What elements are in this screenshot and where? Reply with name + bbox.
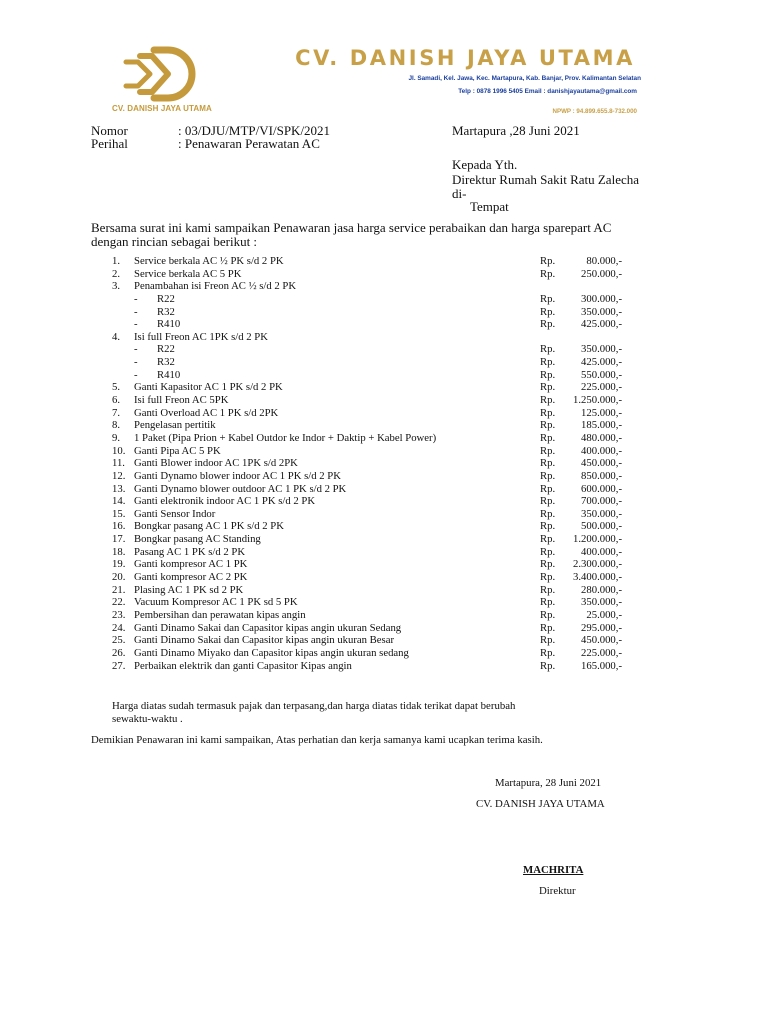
price-item xyxy=(112,596,632,609)
item-number: 3. xyxy=(112,280,121,293)
item-amount: 80.000,- xyxy=(586,255,622,267)
item-amount: 500.000,- xyxy=(581,520,622,533)
item-amount: 25.000,- xyxy=(586,608,622,621)
item-label: Perbaikan elektrik dan ganti Capasitor Kipas angin xyxy=(134,659,352,672)
item-currency: Rp. xyxy=(540,381,556,394)
item-currency: Rp. xyxy=(540,394,556,407)
item-amount: 1.200.000,- xyxy=(573,533,622,546)
price-item xyxy=(112,306,632,319)
item-number: 9. xyxy=(112,431,121,444)
item-number: 26. xyxy=(112,646,126,659)
item-currency: Rp. xyxy=(540,608,556,621)
price-item xyxy=(112,407,632,420)
sign-date: Martapura, 28 Juni 2021 xyxy=(495,777,602,789)
price-item xyxy=(112,419,632,432)
closing-text: Demikian Penawaran ini kami sampaikan, Atas perhatian dan kerja samanya kami ucapkan terima kasih. xyxy=(91,734,543,746)
item-amount: 700.000,- xyxy=(581,495,622,508)
item-amount: 400.000,- xyxy=(581,545,622,558)
nomor-value: : 03/DJU/MTP/VI/SPK/2021 xyxy=(178,123,331,138)
item-currency: Rp. xyxy=(540,646,556,659)
item-amount: 225.000,- xyxy=(581,381,622,394)
item-label: R32 xyxy=(157,356,175,369)
item-label: Pembersihan dan perawatan kipas angin xyxy=(134,608,306,621)
item-currency: Rp. xyxy=(540,634,556,647)
item-label: Plasing AC 1 PK sd 2 PK xyxy=(134,583,244,596)
letter-date: Martapura ,28 Juni 2021 xyxy=(452,123,580,138)
price-item xyxy=(112,457,632,470)
item-amount: 550.000,- xyxy=(581,368,622,381)
item-amount: 350.000,- xyxy=(581,305,622,318)
item-currency: Rp. xyxy=(540,482,556,495)
item-currency: Rp. xyxy=(540,406,556,419)
item-amount: 350.000,- xyxy=(581,507,622,520)
item-number: 15. xyxy=(112,507,126,520)
item-number: 24. xyxy=(112,621,126,634)
item-currency: Rp. xyxy=(540,583,556,596)
item-amount: 480.000,- xyxy=(581,431,622,444)
note-line-1: Harga diatas sudah termasuk pajak dan terpasang,dan harga diatas tidak terikat dapat berubah xyxy=(112,700,516,712)
sign-title: Direktur xyxy=(539,885,576,897)
price-item xyxy=(112,634,632,647)
item-number: 19. xyxy=(112,558,126,571)
item-amount: 425.000,- xyxy=(581,318,622,331)
perihal-value: : Penawaran Perawatan AC xyxy=(178,136,320,151)
item-currency: Rp. xyxy=(540,305,556,318)
item-amount: 400.000,- xyxy=(581,444,622,457)
item-label: Penambahan isi Freon AC ½ s/d 2 PK xyxy=(134,280,297,293)
company-logo xyxy=(118,44,198,104)
company-address: Jl. Samadi, Kel. Jawa, Kec. Martapura, Kab. Banjar, Prov. Kalimantan Selatan xyxy=(408,75,641,82)
item-amount: 425.000,- xyxy=(581,356,622,369)
item-label: Ganti Pipa AC 5 PK xyxy=(134,444,221,457)
item-currency: Rp. xyxy=(540,507,556,520)
item-currency: Rp. xyxy=(540,255,556,267)
price-item xyxy=(112,571,632,584)
price-item xyxy=(112,343,632,356)
price-item xyxy=(112,660,632,673)
item-label: R22 xyxy=(157,343,175,356)
item-label: Bongkar pasang AC 1 PK s/d 2 PK xyxy=(134,520,284,533)
item-number: 22. xyxy=(112,596,126,609)
item-label: Ganti Sensor Indor xyxy=(134,507,216,520)
item-number: 8. xyxy=(112,419,121,432)
price-list xyxy=(112,255,632,672)
item-currency: Rp. xyxy=(540,596,556,609)
item-label: Ganti kompresor AC 2 PK xyxy=(134,571,248,584)
item-currency: Rp. xyxy=(540,533,556,546)
item-number: 5. xyxy=(112,381,121,394)
item-currency: Rp. xyxy=(540,469,556,482)
price-item xyxy=(112,470,632,483)
item-currency: Rp. xyxy=(540,356,556,369)
item-label: Bongkar pasang AC Standing xyxy=(134,533,261,546)
item-label: Ganti elektronik indoor AC 1 PK s/d 2 PK xyxy=(134,495,316,508)
item-amount: 3.400.000,- xyxy=(573,571,622,584)
item-currency: Rp. xyxy=(540,571,556,584)
item-number: 2. xyxy=(112,267,121,280)
item-currency: Rp. xyxy=(540,444,556,457)
item-amount: 1.250.000,- xyxy=(573,394,622,407)
item-amount: 300.000,- xyxy=(581,292,622,305)
item-number: 7. xyxy=(112,406,121,419)
recipient-greeting: Kepada Yth. xyxy=(452,157,518,172)
intro-line-1: Bersama surat ini kami sampaikan Penawaran jasa harga service perabaikan dan harga sparepart AC xyxy=(91,220,612,235)
price-item xyxy=(112,356,632,369)
item-label: Pengelasan pertitik xyxy=(134,419,216,432)
price-item xyxy=(112,381,632,394)
item-number: 6. xyxy=(112,394,121,407)
logo-caption: CV. DANISH JAYA UTAMA xyxy=(112,104,212,113)
sign-name: MACHRITA xyxy=(523,864,584,876)
price-item xyxy=(112,280,632,293)
item-label: Service berkala AC 5 PK xyxy=(134,267,242,280)
company-name: CV. DANISH JAYA UTAMA xyxy=(295,46,635,70)
item-label: 1 Paket (Pipa Prion + Kabel Outdor ke Indor + Daktip + Kabel Power) xyxy=(134,431,437,444)
item-label: R22 xyxy=(157,292,175,305)
price-item xyxy=(112,394,632,407)
item-number: - xyxy=(134,318,138,331)
item-label: Ganti Kapasitor AC 1 PK s/d 2 PK xyxy=(134,381,283,394)
item-amount: 165.000,- xyxy=(581,659,622,672)
item-number: 14. xyxy=(112,495,126,508)
item-currency: Rp. xyxy=(540,520,556,533)
item-label: R410 xyxy=(157,368,181,381)
item-label: Ganti Dinamo Miyako dan Capasitor kipas angin ukuran sedang xyxy=(134,646,409,659)
item-number: 17. xyxy=(112,533,126,546)
price-item xyxy=(112,622,632,635)
price-item xyxy=(112,508,632,521)
item-number: 10. xyxy=(112,444,126,457)
item-amount: 2.300.000,- xyxy=(573,558,622,571)
item-currency: Rp. xyxy=(540,343,556,356)
item-amount: 295.000,- xyxy=(581,621,622,634)
recipient-place: Tempat xyxy=(470,199,509,214)
item-label: Ganti Dinamo Sakai dan Capasitor kipas angin ukuran Besar xyxy=(134,634,395,647)
price-item xyxy=(112,546,632,559)
item-label: Ganti Overload AC 1 PK s/d 2PK xyxy=(134,406,279,419)
item-currency: Rp. xyxy=(540,545,556,558)
price-item xyxy=(112,369,632,382)
item-amount: 600.000,- xyxy=(581,482,622,495)
item-label: Ganti Dynamo blower indoor AC 1 PK s/d 2 PK xyxy=(134,469,341,482)
item-label: Pasang AC 1 PK s/d 2 PK xyxy=(134,545,246,558)
item-number: 1. xyxy=(112,255,121,267)
price-item xyxy=(112,331,632,344)
item-number: 20. xyxy=(112,571,126,584)
price-item xyxy=(112,445,632,458)
item-currency: Rp. xyxy=(540,621,556,634)
item-amount: 850.000,- xyxy=(581,469,622,482)
item-label: Ganti Blower indoor AC 1PK s/d 2PK xyxy=(134,457,298,470)
price-item xyxy=(112,432,632,445)
item-number: - xyxy=(134,305,138,318)
company-contact: Telp : 0878 1996 5405 Email : danishjayautama@gmail.com xyxy=(458,88,637,95)
price-item xyxy=(112,584,632,597)
company-npwp: NPWP : 94.899.655.8-732.000 xyxy=(552,108,637,115)
item-number: - xyxy=(134,368,138,381)
item-amount: 450.000,- xyxy=(581,634,622,647)
item-currency: Rp. xyxy=(540,267,556,280)
price-item xyxy=(112,647,632,660)
item-currency: Rp. xyxy=(540,318,556,331)
item-number: 27. xyxy=(112,659,126,672)
item-number: 13. xyxy=(112,482,126,495)
item-number: 25. xyxy=(112,634,126,647)
item-label: R32 xyxy=(157,305,175,318)
item-currency: Rp. xyxy=(540,431,556,444)
note-line-2: sewaktu-waktu . xyxy=(112,713,183,725)
price-item xyxy=(112,609,632,622)
item-currency: Rp. xyxy=(540,457,556,470)
price-item xyxy=(112,533,632,546)
sign-company: CV. DANISH JAYA UTAMA xyxy=(476,798,605,810)
item-number: 4. xyxy=(112,330,121,343)
item-number: - xyxy=(134,343,138,356)
item-label: Isi full Freon AC 5PK xyxy=(134,394,229,407)
price-item xyxy=(112,520,632,533)
item-currency: Rp. xyxy=(540,419,556,432)
item-number: 18. xyxy=(112,545,126,558)
item-label: Service berkala AC ½ PK s/d 2 PK xyxy=(134,255,284,267)
item-amount: 280.000,- xyxy=(581,583,622,596)
perihal-label: Perihal xyxy=(91,136,128,151)
item-amount: 185.000,- xyxy=(581,419,622,432)
item-number: 16. xyxy=(112,520,126,533)
item-amount: 125.000,- xyxy=(581,406,622,419)
intro-line-2: dengan rincian sebagai berikut : xyxy=(91,234,258,249)
item-label: Isi full Freon AC 1PK s/d 2 PK xyxy=(134,330,268,343)
item-number: 23. xyxy=(112,608,126,621)
item-label: Ganti Dinamo Sakai dan Capasitor kipas angin ukuran Sedang xyxy=(134,621,402,634)
item-currency: Rp. xyxy=(540,659,556,672)
item-number: 11. xyxy=(112,457,125,470)
item-number: - xyxy=(134,292,138,305)
nomor-label: Nomor xyxy=(91,123,128,138)
item-amount: 350.000,- xyxy=(581,596,622,609)
price-item xyxy=(112,318,632,331)
item-number: 21. xyxy=(112,583,126,596)
item-label: Ganti kompresor AC 1 PK xyxy=(134,558,248,571)
item-currency: Rp. xyxy=(540,368,556,381)
item-amount: 450.000,- xyxy=(581,457,622,470)
item-amount: 350.000,- xyxy=(581,343,622,356)
price-item xyxy=(112,558,632,571)
price-item xyxy=(112,268,632,281)
price-item xyxy=(112,495,632,508)
recipient-name: Direktur Rumah Sakit Ratu Zalecha xyxy=(452,172,640,187)
item-label: Ganti Dynamo blower outdoor AC 1 PK s/d 2 PK xyxy=(134,482,347,495)
item-number: 12. xyxy=(112,469,126,482)
item-amount: 250.000,- xyxy=(581,267,622,280)
item-number: - xyxy=(134,356,138,369)
item-currency: Rp. xyxy=(540,558,556,571)
price-item xyxy=(112,255,632,268)
item-label: Vacuum Kompresor AC 1 PK sd 5 PK xyxy=(134,596,298,609)
item-amount: 225.000,- xyxy=(581,646,622,659)
item-currency: Rp. xyxy=(540,292,556,305)
price-item xyxy=(112,483,632,496)
price-item xyxy=(112,293,632,306)
recipient-di: di- xyxy=(452,186,467,201)
item-label: R410 xyxy=(157,318,181,331)
item-currency: Rp. xyxy=(540,495,556,508)
